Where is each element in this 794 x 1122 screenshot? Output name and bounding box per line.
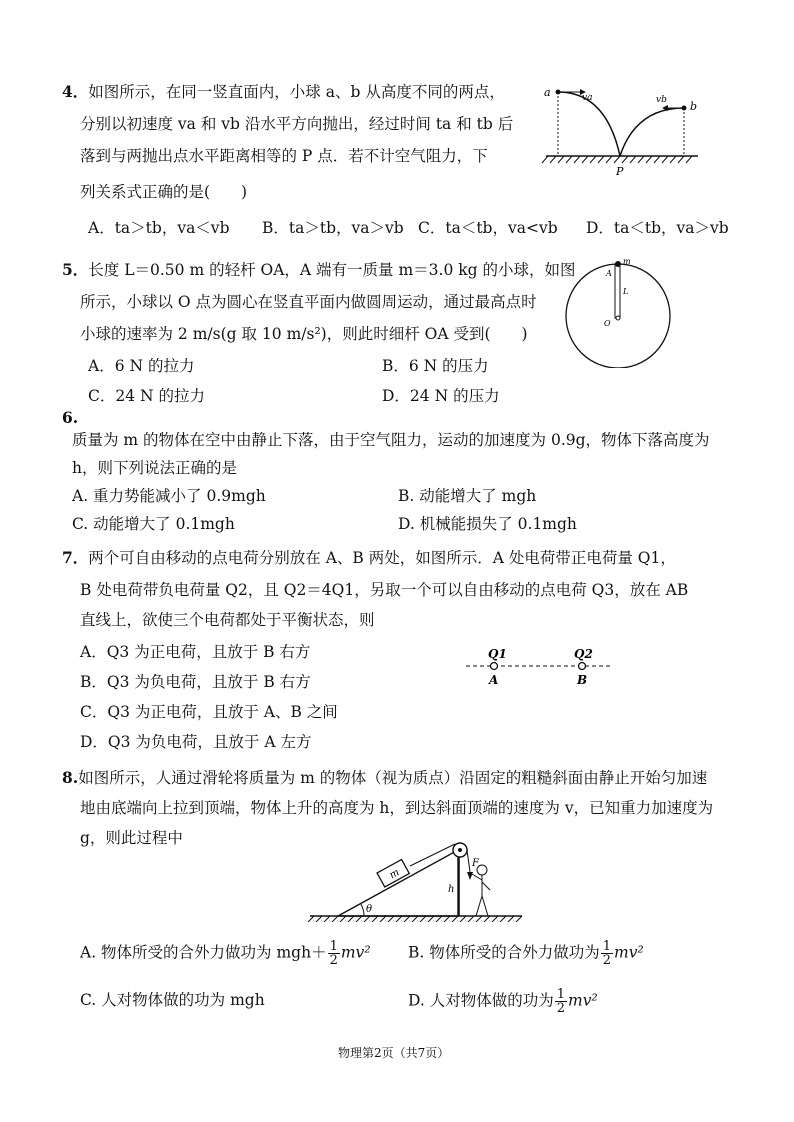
svg-text:A: A <box>489 673 499 687</box>
q5-line3: 小球的速率为 2 m/s(g 取 10 m/s²)，则此时细杆 OA 受到( ) <box>80 325 528 343</box>
svg-text:h: h <box>448 884 455 895</box>
q4-line2: 分别以初速度 va 和 vb 沿水平方向抛出，经过时间 ta 和 tb 后 <box>80 115 514 133</box>
q8-line3: g，则此过程中 <box>80 829 183 847</box>
q6-line2: h，则下列说法正确的是 <box>72 459 237 477</box>
page-footer: 物理第2页（共7页） <box>338 1046 450 1060</box>
q8-option-b: B. 物体所受的合外力做功为 $\frac{1}{2}$ mv² <box>408 939 644 968</box>
svg-text:Q1: Q1 <box>488 647 507 661</box>
q4-projectile-figure <box>536 78 706 178</box>
q4-option-c: C．ta＜tb，va<vb <box>418 219 558 237</box>
svg-text:L: L <box>623 287 629 296</box>
q5-circle-rod-figure <box>562 252 682 368</box>
q6-line1: 质量为 m 的物体在空中由静止下落，由于空气阻力，运动的加速度为 0.9g，物体下落高度为 <box>72 431 710 449</box>
q5-line1: 5．长度 L＝0.50 m 的轻杆 OA，A 端有一质量 m＝3.0 kg 的小球，如图 <box>62 260 576 279</box>
q8-line1: 8.如图所示，人通过滑轮将质量为 m 的物体（视为质点）沿固定的粗糙斜面由静止开始匀加速 <box>62 768 708 787</box>
q7-option-b: B．Q3 为负电荷，且放于 B 右方 <box>80 673 311 691</box>
svg-text:B: B <box>577 673 588 687</box>
q8-option-c: C. 人对物体做的功为 mgh <box>80 991 265 1009</box>
q4-option-d: D．ta＜tb，va＞vb <box>586 219 729 237</box>
q7-option-a: A．Q3 为正电荷，且放于 B 右方 <box>80 643 311 661</box>
q6-option-d: D. 机械能损失了 0.1mgh <box>398 515 577 533</box>
q4-option-a: A．ta＞tb，va＜vb <box>88 219 230 237</box>
q8-option-d: D. 人对物体做的功为 $\frac{1}{2}$ mv² <box>408 987 598 1016</box>
q4-line3: 落到与两抛出点水平距离相等的 P 点．若不计空气阻力，下 <box>80 147 488 165</box>
svg-text:θ: θ <box>366 904 373 915</box>
q4-line1: 4．如图所示，在同一竖直面内，小球 a、b 从高度不同的两点， <box>62 82 505 101</box>
q5-option-c: C．24 N 的拉力 <box>88 387 205 405</box>
q7-line2: B 处电荷带负电荷量 Q2，且 Q2＝4Q1，另取一个可以自由移动的点电荷 Q3，放在 AB <box>80 581 689 599</box>
q4-option-b: B．ta＞tb，va＞vb <box>262 219 404 237</box>
q6-option-a: A. 重力势能减小了 0.9mgh <box>72 487 266 505</box>
q7-option-c: C．Q3 为正电荷，且放于 A、B 之间 <box>80 703 338 721</box>
q7-line1: 7．两个可自由移动的点电荷分别放在 A、B 两处，如图所示．A 处电荷带正电荷量 Q1， <box>62 548 676 567</box>
svg-text:m: m <box>623 257 631 266</box>
svg-text:m: m <box>387 867 402 882</box>
svg-text:P: P <box>616 165 624 178</box>
svg-text:A: A <box>606 269 612 278</box>
q4-line4: 列关系式正确的是( ) <box>80 183 248 201</box>
svg-text:vb: vb <box>656 95 667 105</box>
q6-number: 6. <box>62 408 79 427</box>
q7-charges-figure <box>464 644 614 688</box>
q8-option-a: A. 物体所受的合外力做功为 mgh＋ $\frac{1}{2}$ mv² <box>80 939 371 968</box>
q6-option-b: B. 动能增大了 mgh <box>398 487 537 505</box>
q5-option-a: A．6 N 的拉力 <box>88 357 195 375</box>
fraction-one-half: $\frac{1}{2}$ <box>556 987 566 1016</box>
svg-text:a: a <box>544 86 551 99</box>
fraction-one-half: $\frac{1}{2}$ <box>329 939 338 968</box>
q6-option-c: C. 动能增大了 0.1mgh <box>72 515 235 533</box>
q5-line2: 所示，小球以 O 点为圆心在竖直平面内做圆周运动，通过最高点时 <box>80 293 537 311</box>
svg-text:Q2: Q2 <box>574 647 593 661</box>
svg-text:b: b <box>690 100 698 113</box>
q7-line3: 直线上，欲使三个电荷都处于平衡状态，则 <box>80 611 375 629</box>
svg-text:F: F <box>472 858 479 869</box>
q5-option-b: B．6 N 的压力 <box>382 357 489 375</box>
svg-text:va: va <box>582 93 593 103</box>
q5-option-d: D．24 N 的压力 <box>382 387 500 405</box>
q8-line2: 地由底端向上拉到顶端，物体上升的高度为 h，到达斜面顶端的速度为 v，已知重力加速度为 <box>80 799 714 817</box>
svg-text:O: O <box>604 319 611 328</box>
q8-incline-pulley-figure <box>308 836 528 922</box>
fraction-one-half: $\frac{1}{2}$ <box>602 939 612 968</box>
q7-option-d: D．Q3 为负电荷，且放于 A 左方 <box>80 733 312 751</box>
